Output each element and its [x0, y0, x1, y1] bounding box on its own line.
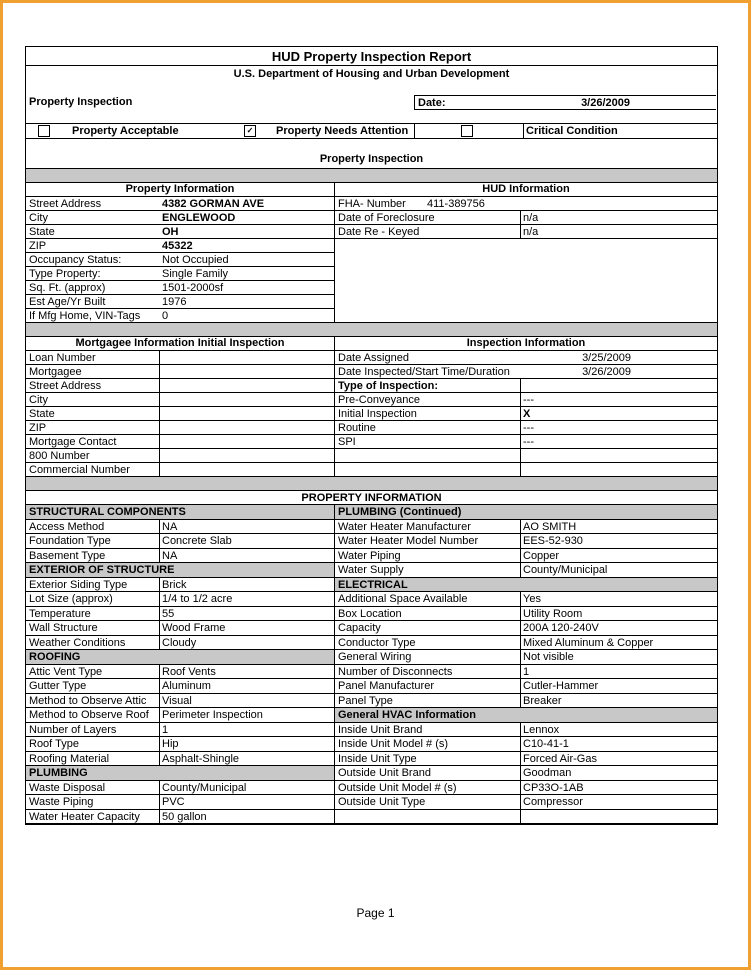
property-field-value[interactable]: Yes — [523, 593, 541, 605]
section-header: STRUCTURAL COMPONENTS — [29, 506, 186, 518]
property-field-value[interactable]: Visual — [162, 694, 192, 707]
inspection-type-option — [335, 435, 717, 449]
property-field-label: Panel Manufacturer — [338, 680, 434, 692]
property-field-value[interactable]: Cloudy — [162, 636, 197, 649]
mortgagee-info-label: Commercial Number — [29, 464, 130, 476]
inspection-type-value[interactable]: --- — [523, 422, 534, 434]
property-field-label: Waste Disposal — [29, 781, 106, 794]
property-field-value-cell — [520, 665, 717, 679]
section-header: ROOFING — [29, 651, 81, 663]
property-field-row — [26, 810, 334, 825]
property-field-value[interactable]: Roof Vents — [162, 665, 216, 678]
property-field-row — [26, 607, 334, 622]
property-field-row — [26, 636, 334, 651]
mortgagee-info-value-cell[interactable] — [159, 407, 336, 420]
inspection-type-label: SPI — [338, 436, 356, 448]
property-info-row — [26, 267, 334, 281]
critical-checkbox[interactable] — [461, 125, 473, 137]
property-info-value[interactable]: Single Family — [162, 268, 229, 280]
mortgagee-info-row — [26, 393, 334, 407]
gray-separator — [26, 477, 717, 491]
property-info-row — [26, 309, 334, 323]
property-field-label: Method to Observe Roof — [29, 709, 149, 721]
property-info-row — [26, 197, 334, 211]
property-field-label: Water Piping — [338, 549, 401, 562]
mortgagee-info-label: Loan Number — [29, 352, 96, 364]
property-field-row — [335, 694, 717, 709]
inspection-type-label: Pre-Conveyance — [338, 394, 420, 406]
property-field-value-cell — [520, 737, 717, 751]
property-field-value-cell — [159, 708, 334, 722]
property-field-value[interactable]: AO SMITH — [523, 520, 577, 533]
property-field-label: Attic Vent Type — [29, 665, 103, 678]
property-field-value[interactable]: Copper — [523, 549, 560, 562]
property-field-label: Outside Unit Model # (s) — [338, 781, 457, 794]
section-header-row — [26, 563, 334, 578]
inspection-empty-cell[interactable] — [520, 463, 718, 476]
mortgagee-info-label: Mortgage Contact — [29, 436, 117, 448]
property-field-value-cell — [520, 795, 717, 809]
property-field-label: Panel Type — [338, 694, 393, 707]
property-field-label: Temperature — [29, 607, 91, 620]
property-field-value[interactable]: Perimeter Inspection — [162, 709, 263, 721]
inspection-type-value[interactable]: --- — [523, 394, 534, 406]
mortgagee-info-row — [26, 379, 334, 393]
property-field-row — [26, 679, 334, 694]
property-field-label: Conductor Type — [338, 636, 416, 649]
property-field-value-cell — [520, 549, 717, 563]
property-field-value[interactable]: Mixed Aluminum & Copper — [523, 636, 654, 649]
header-block — [26, 66, 717, 124]
date-box — [414, 95, 716, 110]
mortgagee-info-label: Street Address — [29, 380, 102, 392]
property-field-value-cell — [520, 636, 717, 650]
property-field-value-cell — [159, 578, 334, 592]
inspection-type-value-cell — [520, 393, 718, 406]
mortgagee-info-value-cell[interactable] — [159, 449, 336, 462]
property-field-value[interactable]: Cutler-Hammer — [523, 680, 599, 692]
inspection-info-row — [335, 365, 717, 379]
mortgagee-info-label: City — [29, 394, 48, 406]
needs-attention-checkbox[interactable]: ✓ — [244, 125, 256, 137]
property-field-row — [26, 520, 334, 535]
property-field-value[interactable]: PVC — [162, 796, 185, 808]
property-field-value[interactable]: Forced Air-Gas — [523, 752, 597, 765]
mortgagee-info-row — [26, 365, 334, 379]
mortgagee-info-row — [26, 407, 334, 421]
section-header-row — [335, 708, 717, 723]
property-field-label: Lot Size (approx) — [29, 593, 113, 605]
property-field-value[interactable]: EES-52-930 — [523, 535, 583, 547]
property-info-label: Sq. Ft. (approx) — [29, 282, 106, 294]
property-field-value-cell — [520, 679, 717, 693]
hud-info-value-cell — [520, 225, 718, 238]
date-label: Date: — [418, 97, 446, 109]
mortgagee-info-row — [26, 351, 334, 365]
mortgagee-info-value-cell[interactable] — [159, 435, 336, 448]
fha-value[interactable]: 411-389756 — [427, 198, 485, 210]
property-field-value-cell — [159, 679, 334, 693]
property-info-label: Type Property: — [29, 268, 101, 280]
property-field-value-cell — [520, 607, 717, 621]
property-field-value[interactable]: Compressor — [523, 796, 583, 808]
inspection-type-value-cell — [520, 407, 718, 420]
property-field-label: Outside Unit Brand — [338, 767, 431, 779]
section-header: ELECTRICAL — [338, 578, 408, 591]
property-field-row — [335, 723, 717, 738]
property-info-value[interactable]: 1501-2000sf — [162, 282, 224, 294]
property-field-label: Inside Unit Model # (s) — [338, 738, 449, 750]
mortgagee-info-value-cell[interactable] — [159, 421, 336, 434]
property-info-row — [26, 239, 334, 253]
property-field-value[interactable]: Brick — [162, 578, 187, 591]
property-field-value-cell — [520, 752, 717, 766]
property-field-value[interactable]: 1 — [523, 665, 530, 678]
property-field-value-cell — [159, 621, 334, 635]
property-field-value-cell — [159, 810, 334, 824]
property-field-row — [26, 621, 334, 636]
property-field-row — [335, 810, 717, 825]
property-information-grid — [26, 505, 717, 824]
mortgagee-info-value-cell[interactable] — [159, 393, 336, 406]
property-field-label: Weather Conditions — [29, 636, 126, 649]
section-header-row — [26, 505, 334, 520]
property-info-row — [26, 225, 334, 239]
property-field-row — [335, 665, 717, 680]
inspection-empty-row — [335, 449, 717, 463]
property-field-value[interactable]: 1 — [162, 723, 169, 736]
report-title: HUD Property Inspection Report — [26, 47, 717, 66]
property-field-value-cell — [159, 795, 334, 809]
fha-row — [335, 197, 717, 211]
property-field-value-cell — [520, 723, 717, 737]
mortgagee-info-label: 800 Number — [29, 450, 90, 462]
property-field-row — [335, 592, 717, 607]
inspection-type-option — [335, 407, 717, 421]
property-field-row — [26, 549, 334, 564]
mortgagee-info-value-cell[interactable] — [159, 365, 336, 378]
property-field-row — [335, 636, 717, 651]
mortgagee-info-row — [26, 463, 334, 477]
property-field-value-cell — [159, 694, 334, 708]
inspection-type-option — [335, 421, 717, 435]
property-field-value[interactable]: Concrete Slab — [162, 535, 232, 547]
property-field-label: Basement Type — [29, 549, 106, 562]
property-field-label: Water Heater Manufacturer — [338, 520, 471, 533]
property-field-value[interactable]: Utility Room — [523, 607, 583, 620]
property-field-value-cell — [159, 752, 334, 766]
property-field-row — [26, 708, 334, 723]
inspection-report — [25, 46, 718, 825]
property-field-value-cell — [520, 650, 717, 664]
mortgagee-info-label: Mortgagee — [29, 366, 82, 378]
property-info-label: State — [29, 226, 55, 238]
property-field-label: Water Heater Model Number — [338, 535, 479, 547]
inspection-info-label: Date Inspected/Start Time/Duration — [338, 366, 510, 378]
mortgagee-info-value-cell[interactable] — [159, 351, 336, 364]
property-field-row — [335, 737, 717, 752]
property-field-label: Number of Layers — [29, 723, 117, 736]
section-title: Property Inspection — [26, 139, 717, 169]
property-field-value-cell — [520, 781, 717, 795]
property-field-value-cell — [520, 534, 717, 548]
property-field-label: Access Method — [29, 520, 105, 533]
property-field-value-cell — [520, 766, 717, 780]
section-header-row — [335, 578, 717, 593]
property-info-value[interactable]: 45322 — [162, 240, 193, 252]
property-field-row — [335, 650, 717, 665]
mortgagee-info-label: State — [29, 408, 55, 420]
property-field-row — [26, 665, 334, 680]
property-field-label: Roof Type — [29, 738, 79, 750]
property-field-value[interactable]: Lennox — [523, 723, 560, 736]
property-field-row — [26, 578, 334, 593]
property-field-value-cell — [159, 607, 334, 621]
inspection-type-cell — [520, 379, 718, 392]
property-info-value[interactable]: 4382 GORMAN AVE — [162, 198, 265, 210]
inspection-type-label: Routine — [338, 422, 376, 434]
status-row — [26, 124, 717, 139]
property-field-row — [26, 534, 334, 549]
property-field-label: Capacity — [338, 622, 381, 634]
property-field-label: Gutter Type — [29, 680, 87, 692]
section-header: EXTERIOR OF STRUCTURE — [29, 564, 175, 576]
inspection-info-row — [335, 351, 717, 365]
property-field-row — [335, 752, 717, 767]
property-information-header: PROPERTY INFORMATION — [26, 491, 717, 505]
property-field-label: Inside Unit Type — [338, 752, 417, 765]
property-info-value[interactable]: OH — [162, 226, 179, 238]
inspection-type-value[interactable]: --- — [523, 436, 534, 448]
property-info-label: City — [29, 212, 48, 224]
property-field-label: General Wiring — [338, 651, 412, 663]
section-header-row — [26, 766, 334, 781]
property-info-header: Property Information — [26, 183, 334, 197]
property-field-row — [26, 781, 334, 796]
property-field-row — [335, 607, 717, 622]
hud-info-value-cell — [520, 211, 718, 224]
property-field-row — [335, 563, 717, 578]
property-field-value[interactable]: 55 — [162, 607, 175, 620]
property-field-row — [335, 621, 717, 636]
section-header: PLUMBING (Continued) — [338, 506, 462, 518]
hud-info-value[interactable]: n/a — [523, 212, 539, 224]
property-info-value[interactable]: 0 — [162, 310, 169, 322]
property-field-value[interactable]: Breaker — [523, 694, 562, 707]
mortgagee-info-row — [26, 449, 334, 463]
inspection-type-value[interactable]: X — [523, 408, 531, 420]
inspection-info-label: Date Assigned — [338, 352, 409, 364]
inspection-type-option — [335, 393, 717, 407]
acceptable-label: Property Acceptable — [72, 125, 179, 137]
mortgagee-info-value-cell[interactable] — [159, 379, 336, 392]
property-field-value[interactable]: County/Municipal — [162, 781, 247, 794]
section-header-row — [26, 650, 334, 665]
property-field-row — [26, 723, 334, 738]
hud-info-header: HUD Information — [335, 183, 717, 197]
inspection-info-value[interactable]: 3/25/2009 — [582, 352, 631, 364]
property-inspection-label: Property Inspection — [29, 96, 133, 108]
property-field-value[interactable]: County/Municipal — [523, 564, 608, 576]
property-field-value[interactable]: Wood Frame — [162, 622, 226, 634]
page-number: Page 1 — [356, 906, 395, 920]
critical-label: Critical Condition — [526, 125, 618, 137]
property-field-value[interactable]: NA — [162, 520, 178, 533]
property-field-value-cell — [520, 592, 717, 606]
property-field-row — [335, 549, 717, 564]
property-field-value-cell — [520, 520, 717, 534]
property-field-value[interactable]: 1/4 to 1/2 acre — [162, 593, 233, 605]
inspection-type-value-cell — [520, 435, 718, 448]
property-field-value[interactable]: NA — [162, 549, 178, 562]
property-info-label: Occupancy Status: — [29, 254, 122, 266]
property-field-value-cell — [159, 781, 334, 795]
property-info-label: Street Address — [29, 198, 102, 210]
property-field-value[interactable]: Goodman — [523, 767, 572, 779]
property-field-label: Additional Space Available — [338, 593, 468, 605]
hud-info-label: Date Re - Keyed — [338, 226, 420, 238]
property-field-row — [26, 795, 334, 810]
inspection-empty-row — [335, 463, 717, 477]
property-field-row — [335, 679, 717, 694]
property-field-row — [335, 520, 717, 535]
property-field-row — [335, 534, 717, 549]
property-field-label: Foundation Type — [29, 535, 111, 547]
property-field-value-cell — [159, 592, 334, 606]
property-field-label: Waste Piping — [29, 796, 94, 808]
hud-info-row — [335, 211, 717, 225]
property-field-value-cell — [159, 520, 334, 534]
property-field-label: Number of Disconnects — [338, 665, 453, 678]
section-header: General HVAC Information — [338, 709, 476, 721]
property-field-row — [26, 752, 334, 767]
property-field-row — [26, 592, 334, 607]
property-info-value[interactable]: 1976 — [162, 296, 187, 308]
property-field-row — [335, 781, 717, 796]
property-field-value-cell — [159, 665, 334, 679]
property-field-value-cell — [159, 737, 334, 751]
property-field-label: Method to Observe Attic — [29, 694, 147, 707]
mortgagee-info — [26, 337, 335, 476]
property-field-label: Inside Unit Brand — [338, 723, 423, 736]
property-field-value-cell — [159, 534, 334, 548]
property-field-label: Exterior Siding Type — [29, 578, 128, 591]
fha-label: FHA- Number — [338, 198, 406, 210]
property-field-value-cell — [159, 549, 334, 563]
property-field-label: Box Location — [338, 607, 402, 620]
property-field-value-cell — [159, 636, 334, 650]
property-info-row — [26, 295, 334, 309]
property-field-value-cell — [520, 694, 717, 708]
acceptable-checkbox[interactable] — [38, 125, 50, 137]
property-info-label: Est Age/Yr Built — [29, 296, 106, 308]
gray-separator — [26, 169, 717, 183]
mortgagee-info-value-cell[interactable] — [159, 463, 336, 476]
section-header: PLUMBING — [29, 767, 88, 779]
inspection-type-value-cell — [520, 421, 718, 434]
property-field-value[interactable]: 50 gallon — [162, 810, 207, 823]
property-info-row — [26, 211, 334, 225]
inspection-info-value[interactable]: 3/26/2009 — [582, 366, 631, 378]
inspection-info — [335, 337, 717, 476]
property-field-row — [26, 737, 334, 752]
property-info-label: ZIP — [29, 240, 47, 252]
property-field-label: Roofing Material — [29, 752, 110, 765]
property-field-value[interactable]: Hip — [162, 738, 179, 750]
needs-attention-label: Property Needs Attention — [276, 125, 409, 137]
property-field-row — [335, 795, 717, 810]
gray-separator — [26, 323, 717, 337]
mortgagee-info-label: ZIP — [29, 422, 47, 434]
property-field-value-cell — [520, 563, 717, 577]
report-subtitle: U.S. Department of Housing and Urban Development — [233, 68, 510, 80]
property-info-row — [26, 253, 334, 267]
section-header-row — [335, 505, 717, 520]
property-field-value[interactable]: 200A 120-240V — [523, 622, 599, 634]
inspection-info-header: Inspection Information — [335, 337, 717, 351]
inspection-type-header: Type of Inspection: — [338, 380, 439, 392]
property-field-value[interactable]: Aluminum — [162, 680, 211, 692]
property-hud-block — [26, 183, 717, 323]
inspection-type-row — [335, 379, 717, 393]
date-value[interactable]: 3/26/2009 — [581, 97, 630, 109]
property-info-row — [26, 281, 334, 295]
hud-info-value[interactable]: n/a — [523, 226, 539, 238]
property-info — [26, 183, 335, 322]
property-field-label: Wall Structure — [29, 622, 98, 634]
property-info-value[interactable]: ENGLEWOOD — [162, 212, 236, 224]
mortgagee-info-row — [26, 435, 334, 449]
property-field-value[interactable]: C10-41-1 — [523, 738, 569, 750]
mortgagee-inspection-block — [26, 337, 717, 477]
property-field-label: Water Supply — [338, 564, 404, 576]
property-field-label: Outside Unit Type — [338, 796, 426, 808]
property-info-value[interactable]: Not Occupied — [162, 254, 229, 266]
inspection-empty-cell[interactable] — [520, 449, 718, 462]
hud-info — [335, 183, 717, 322]
hud-info-label: Date of Foreclosure — [338, 212, 435, 224]
property-field-row — [26, 694, 334, 709]
property-field-value[interactable]: Not visible — [523, 651, 574, 663]
property-field-value[interactable]: CP33O-1AB — [523, 781, 584, 794]
property-field-value[interactable]: Asphalt-Shingle — [162, 752, 240, 765]
hud-info-row — [335, 225, 717, 239]
inspection-type-label: Initial Inspection — [338, 408, 417, 420]
property-field-row — [335, 766, 717, 781]
mortgagee-info-row — [26, 421, 334, 435]
property-field-value-cell — [520, 810, 717, 824]
mortgagee-info-header: Mortgagee Information Initial Inspection — [26, 337, 334, 351]
property-field-label: Water Heater Capacity — [29, 810, 140, 823]
critical-cell — [414, 124, 524, 138]
property-field-value-cell — [159, 723, 334, 737]
property-info-label: If Mfg Home, VIN-Tags — [29, 310, 141, 322]
property-field-value-cell — [520, 621, 717, 635]
